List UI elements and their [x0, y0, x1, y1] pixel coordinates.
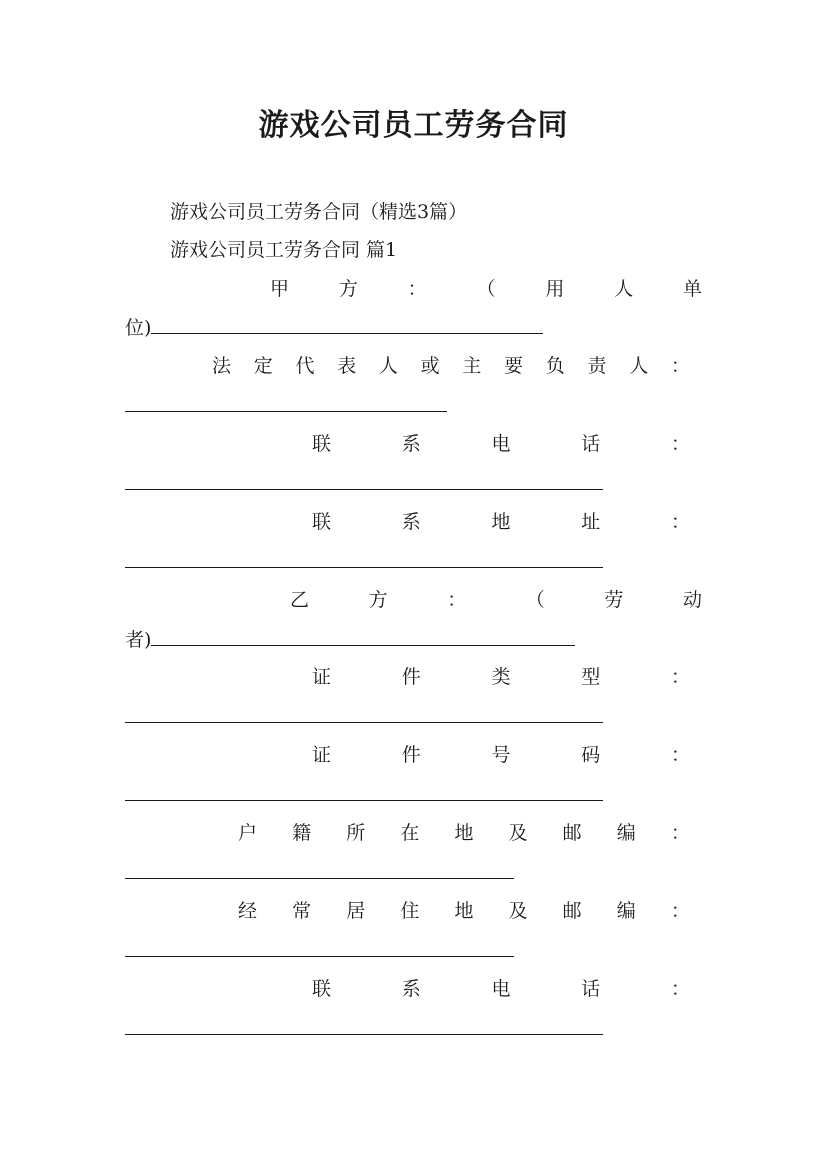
legal-rep-label-row — [212, 354, 690, 378]
spread-char: 要 — [504, 355, 524, 377]
spread-char: 联 — [312, 511, 332, 533]
spread-char: 或 — [420, 355, 440, 377]
spread-char: 系 — [401, 511, 421, 533]
spread-char: 地 — [491, 511, 511, 533]
spread-char: 邮 — [562, 822, 582, 844]
id-number-label-row — [312, 743, 690, 767]
spread-char: 主 — [462, 355, 482, 377]
spread-char: 系 — [401, 433, 421, 455]
legal-rep-field — [125, 393, 447, 418]
document-title: 游戏公司员工劳务合同 — [258, 108, 569, 143]
id-type-label-row — [312, 665, 690, 689]
id-type-field — [125, 704, 603, 729]
spread-char: ： — [670, 433, 690, 455]
fill-blank-line[interactable] — [125, 1016, 603, 1035]
fill-blank-line[interactable] — [125, 782, 603, 801]
spread-char: 甲 — [270, 278, 290, 300]
spread-char: 表 — [337, 355, 357, 377]
spread-char: 人 — [629, 355, 649, 377]
party-a-label-row — [270, 277, 702, 301]
party-b-phone-field — [125, 1016, 603, 1041]
spread-char: 编 — [616, 900, 636, 922]
field-label-end: 位) — [125, 317, 152, 339]
document-subtitle: 游戏公司员工劳务合同（精选3篇） — [170, 201, 468, 223]
field-label-end: 者) — [125, 629, 152, 651]
section-heading: 游戏公司员工劳务合同 篇1 — [170, 239, 398, 261]
spread-char: 人 — [614, 278, 634, 300]
spread-char: 常 — [292, 900, 312, 922]
spread-char: 动 — [682, 589, 702, 611]
spread-char: 邮 — [562, 900, 582, 922]
spread-char: ： — [670, 511, 690, 533]
spread-char: 用 — [545, 278, 565, 300]
spread-char: 方 — [368, 589, 388, 611]
spread-char: （ — [476, 278, 496, 300]
spread-char: 定 — [253, 355, 273, 377]
spread-char: 单 — [682, 278, 702, 300]
fill-blank-line[interactable] — [125, 471, 603, 490]
spread-char: 件 — [401, 744, 421, 766]
spread-char: 劳 — [604, 589, 624, 611]
spread-char: ： — [670, 744, 690, 766]
fill-blank-line[interactable] — [125, 393, 447, 412]
residence-label-row — [238, 899, 690, 923]
party-b-label-row — [290, 588, 702, 612]
spread-char: 代 — [295, 355, 315, 377]
spread-char: 型 — [581, 666, 601, 688]
spread-char: 责 — [587, 355, 607, 377]
spread-char: 联 — [312, 978, 332, 1000]
fill-blank-line[interactable] — [125, 860, 514, 879]
fill-blank-line[interactable] — [125, 704, 603, 723]
spread-char: 户 — [238, 822, 258, 844]
spread-char: 所 — [346, 822, 366, 844]
spread-char: 证 — [312, 666, 332, 688]
spread-char: （ — [525, 589, 545, 611]
party-a-address-field — [125, 549, 603, 574]
id-number-field — [125, 782, 603, 807]
spread-char: ： — [407, 278, 427, 300]
spread-char: 经 — [238, 900, 258, 922]
residence-field — [125, 938, 514, 963]
party-a-address-label-row — [312, 510, 690, 534]
spread-char: 方 — [338, 278, 358, 300]
fill-blank-line[interactable] — [125, 549, 603, 568]
spread-char: 法 — [212, 355, 232, 377]
spread-char: 及 — [508, 900, 528, 922]
party-b-worker-field — [125, 627, 575, 652]
spread-char: 住 — [400, 900, 420, 922]
spread-char: 籍 — [292, 822, 312, 844]
spread-char: 证 — [312, 744, 332, 766]
spread-char: 居 — [346, 900, 366, 922]
party-a-employer-field — [125, 315, 543, 340]
spread-char: 在 — [400, 822, 420, 844]
spread-char: 电 — [491, 978, 511, 1000]
spread-char: 号 — [491, 744, 511, 766]
spread-char: 电 — [491, 433, 511, 455]
spread-char: 乙 — [290, 589, 310, 611]
spread-char: 联 — [312, 433, 332, 455]
spread-char: 编 — [616, 822, 636, 844]
spread-char: 类 — [491, 666, 511, 688]
household-label-row — [238, 821, 690, 845]
spread-char: 址 — [581, 511, 601, 533]
spread-char: ： — [670, 978, 690, 1000]
spread-char: 话 — [581, 978, 601, 1000]
spread-char: 系 — [401, 978, 421, 1000]
spread-char: 及 — [508, 822, 528, 844]
spread-char: 地 — [454, 822, 474, 844]
fill-blank-line[interactable] — [125, 938, 514, 957]
spread-char: 人 — [378, 355, 398, 377]
fill-blank-line[interactable] — [151, 627, 575, 646]
household-field — [125, 860, 514, 885]
party-a-phone-label-row — [312, 432, 690, 456]
spread-char: 话 — [581, 433, 601, 455]
spread-char: ： — [670, 355, 690, 377]
spread-char: 负 — [545, 355, 565, 377]
spread-char: 件 — [401, 666, 421, 688]
spread-char: ： — [670, 900, 690, 922]
spread-char: 码 — [581, 744, 601, 766]
spread-char: ： — [670, 666, 690, 688]
party-a-phone-field — [125, 471, 603, 496]
spread-char: ： — [670, 822, 690, 844]
fill-blank-line[interactable] — [151, 315, 543, 334]
party-b-phone-label-row — [312, 977, 690, 1001]
spread-char: ： — [447, 589, 467, 611]
spread-char: 地 — [454, 900, 474, 922]
